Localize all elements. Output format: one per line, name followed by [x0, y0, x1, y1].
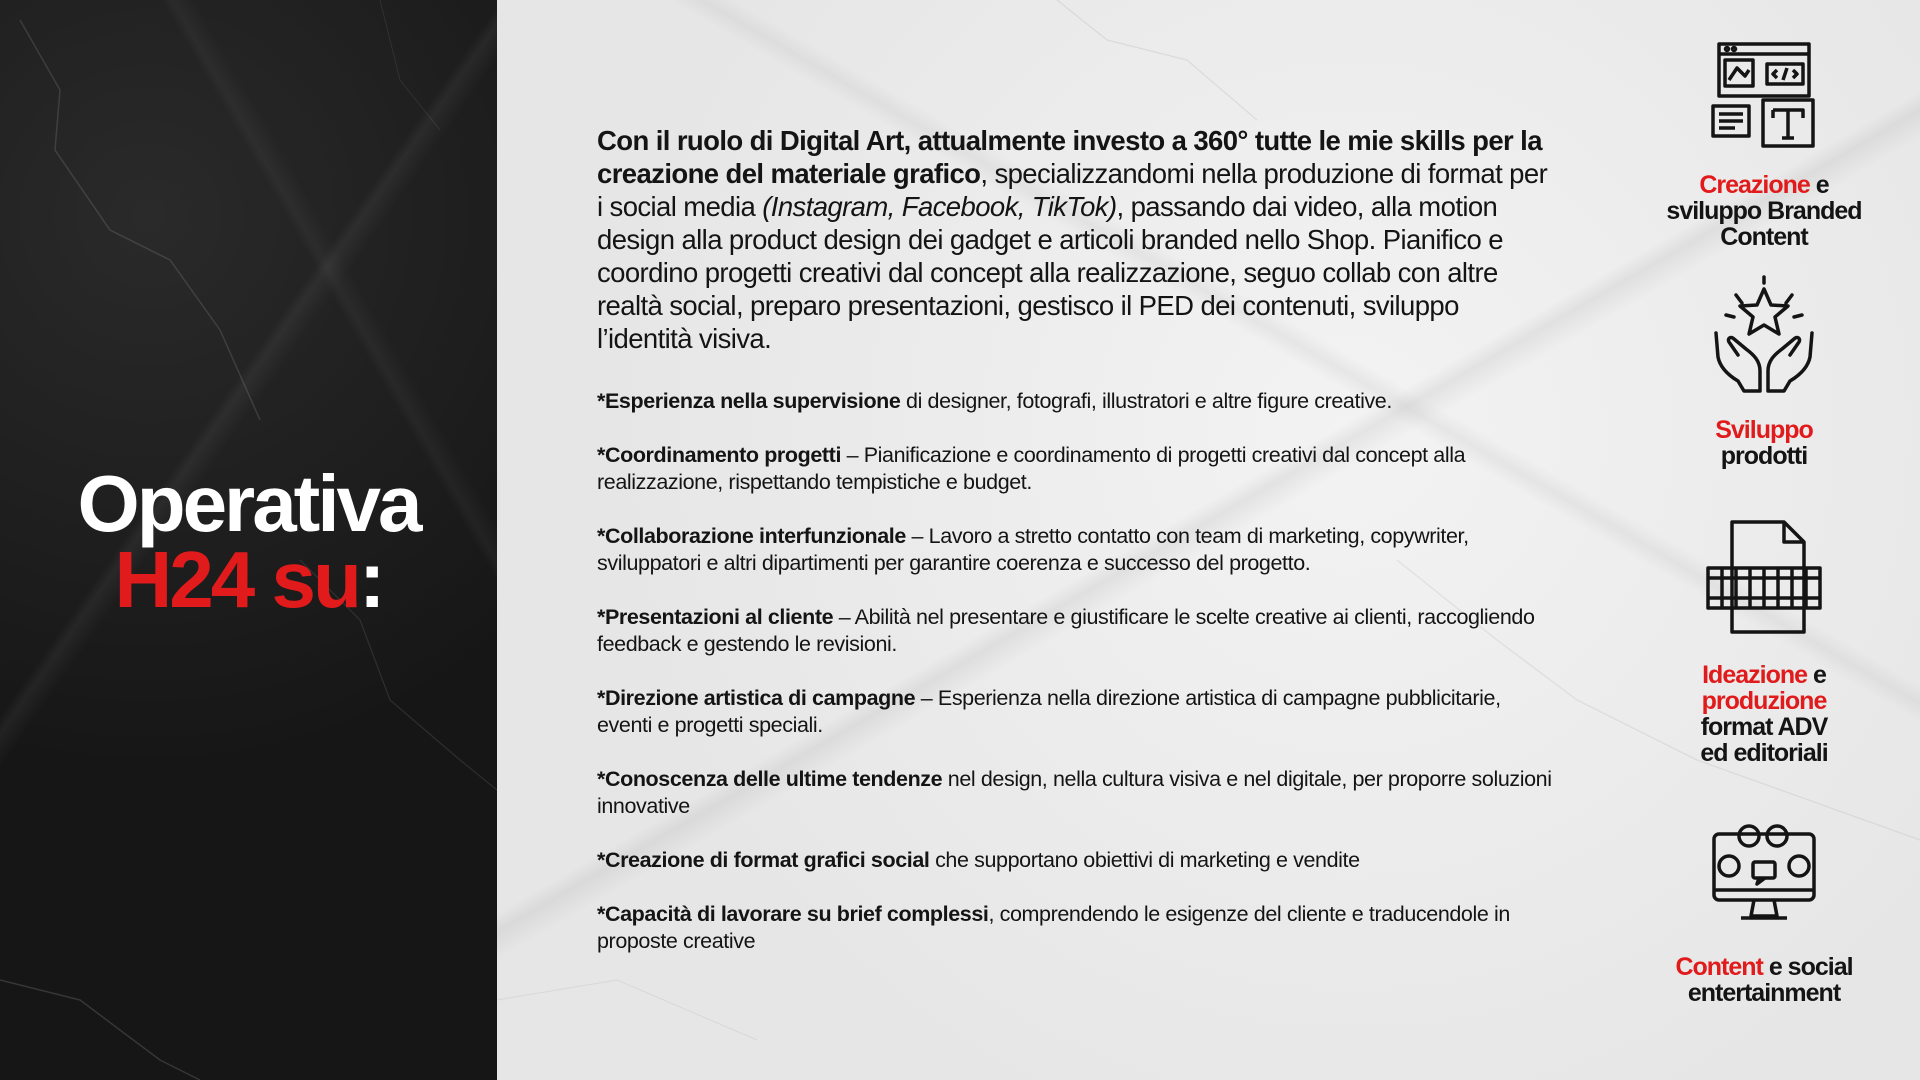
item-bold: *Collaborazione interfunzionale	[597, 524, 906, 548]
caption-line2: sviluppo Branded	[1666, 197, 1862, 225]
item-text: che supportano obiettivi di marketing e vendite	[929, 848, 1360, 872]
feature-social-content	[1644, 822, 1884, 1006]
list-item	[597, 901, 1557, 955]
caption-text: e	[1807, 661, 1826, 689]
caption-red: Content	[1675, 953, 1763, 981]
social-monitor-icon	[1709, 822, 1819, 932]
feature-caption	[1644, 172, 1884, 250]
list-item	[597, 523, 1557, 577]
title-line2	[0, 535, 497, 624]
item-text: – Abilità nel presentare e giustificare le scelte creative ai clienti, raccogliendo feedback e gestendo le revisioni.	[597, 605, 1535, 656]
feature-branded-content	[1644, 40, 1884, 250]
caption-line2: entertainment	[1687, 979, 1841, 1007]
caption-red: Ideazione	[1702, 661, 1808, 689]
title-line2-red: H24 su	[114, 535, 359, 624]
feature-caption	[1644, 662, 1884, 766]
list-item	[597, 847, 1557, 874]
item-text: – Pianificazione e coordinamento di progetti creativi dal concept alla realizzazione, rispettando tempistiche e budget.	[597, 443, 1466, 494]
intro-paragraph	[597, 124, 1557, 355]
item-text: – Esperienza nella direzione artistica di campagne pubblicitarie, eventi e progetti speciali.	[597, 686, 1501, 737]
feature-caption	[1644, 417, 1884, 469]
item-text: – Lavoro a stretto contatto con team di marketing, copywriter, sviluppatori e altri dipartimenti per garantire coerenza e successo del progetto.	[597, 524, 1469, 575]
item-text: di designer, fotografi, illustratori e altre figure creative.	[900, 389, 1392, 413]
item-bold: *Presentazioni al cliente	[597, 605, 834, 629]
title-colon: :	[358, 535, 383, 624]
left-panel	[0, 0, 497, 1080]
item-bold: *Creazione di format grafici social	[597, 848, 930, 872]
intro-text1: , specializzandomi nella produzione di format per i social media	[597, 158, 1548, 222]
list-item	[597, 604, 1557, 658]
design-tools-icon	[1709, 40, 1819, 150]
caption-text: e social	[1762, 953, 1853, 981]
page-title	[0, 459, 497, 624]
caption-red2: produzione	[1701, 687, 1827, 715]
item-bold: *Esperienza nella supervisione	[597, 389, 901, 413]
intro-text2: , passando dai video, alla motion design alla product design dei gadget e articoli branded nello Shop. Pianifico e coordino progetti creativi dal concept alla realizzazione, seguo collab con altre realtà social, preparo presentazioni, gestisco il PED dei contenuti, sviluppo l’identità visiva.	[597, 191, 1503, 354]
intro-bold: Con il ruolo di Digital Art, attualmente investo a 360° tutte le mie skills per la creazione del materiale grafico	[597, 125, 1542, 189]
list-item	[597, 685, 1557, 739]
main-content	[597, 124, 1557, 982]
caption-red: Sviluppo	[1715, 416, 1813, 444]
feature-adv-format	[1644, 518, 1884, 766]
document-film-icon	[1704, 518, 1824, 638]
hands-star-icon	[1704, 275, 1824, 395]
caption-line4: ed editoriali	[1700, 739, 1828, 767]
feature-caption	[1644, 954, 1884, 1006]
intro-italic: (Instagram, Facebook, TikTok)	[762, 191, 1117, 222]
caption-line3: format ADV	[1700, 713, 1828, 741]
list-item	[597, 442, 1557, 496]
item-text: , comprendendo le esigenze del cliente e traducendole in proposte creative	[597, 902, 1510, 953]
caption-line2: prodotti	[1720, 442, 1808, 470]
list-item	[597, 388, 1557, 415]
item-bold: *Conoscenza delle ultime tendenze	[597, 767, 943, 791]
caption-line3: Content	[1720, 223, 1808, 251]
caption-red: Creazione	[1699, 171, 1810, 199]
caption-text: e	[1809, 171, 1829, 199]
item-bold: *Coordinamento progetti	[597, 443, 842, 467]
item-text: nel design, nella cultura visiva e nel digitale, per proporre soluzioni innovative	[597, 767, 1552, 818]
item-bold: *Capacità di lavorare su brief complessi	[597, 902, 989, 926]
item-bold: *Direzione artistica di campagne	[597, 686, 916, 710]
title-line1: Operativa	[77, 459, 420, 548]
feature-product-development	[1644, 275, 1884, 469]
list-item	[597, 766, 1557, 820]
